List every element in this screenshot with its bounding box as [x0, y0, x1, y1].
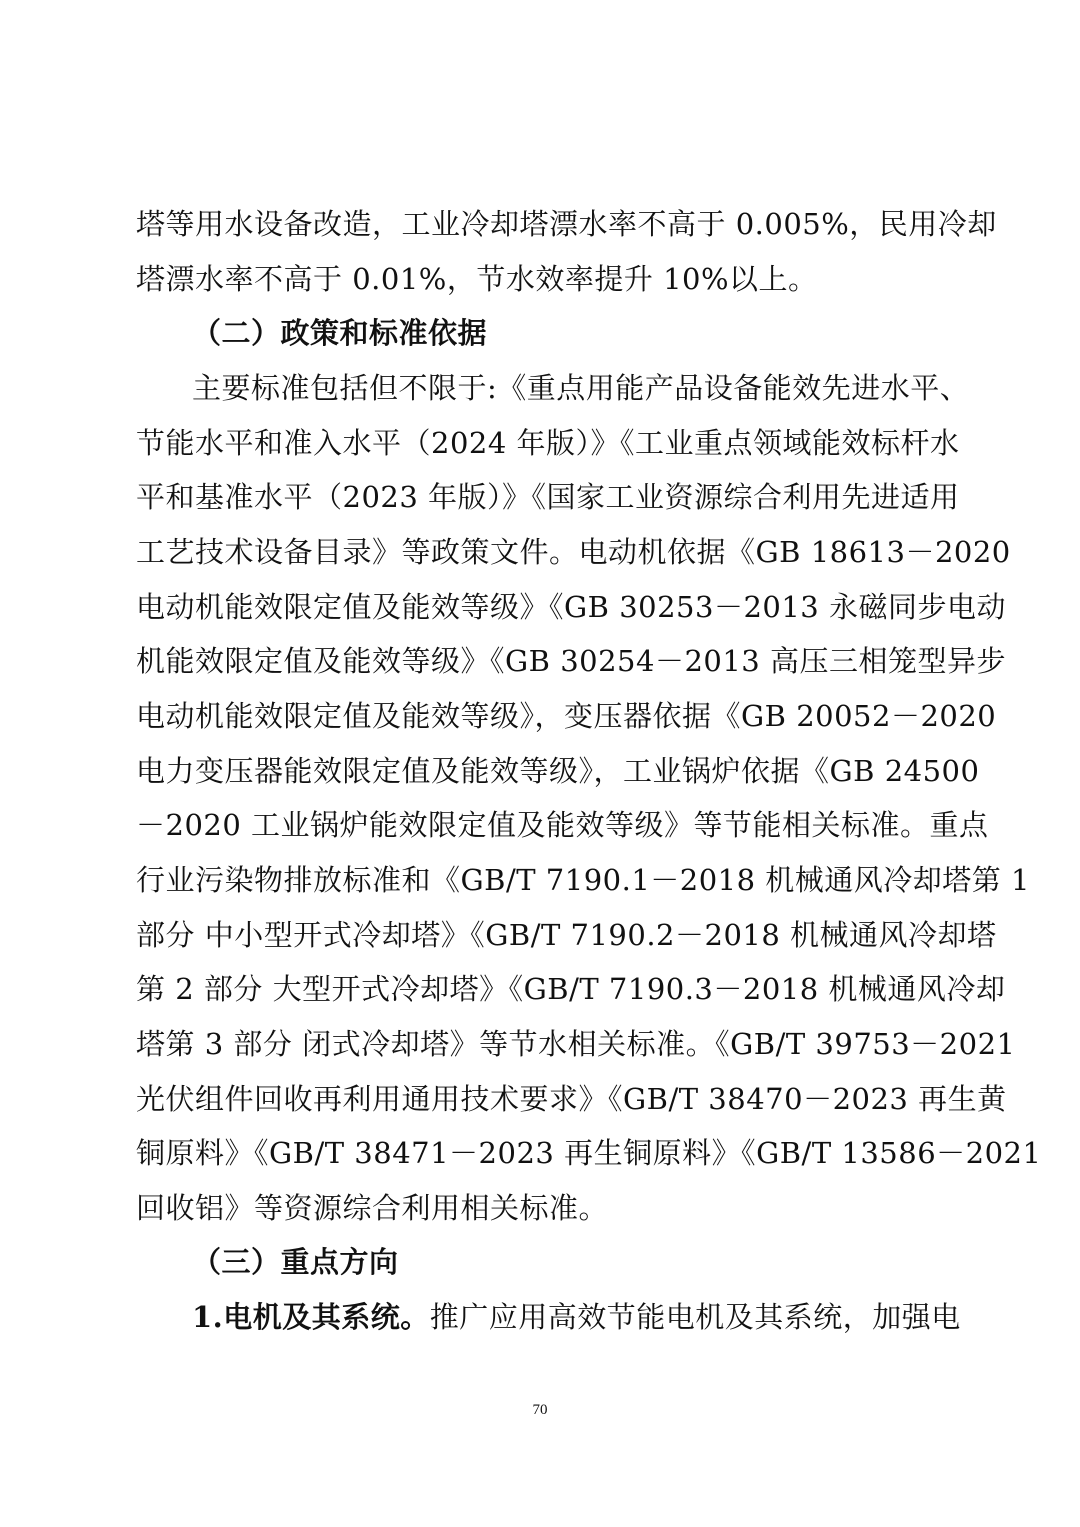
body-text-line: 节能水平和准入水平（2024 年版）》《工业重点领域能效标杆水 — [136, 426, 960, 460]
list-item-title: 1.电机及其系统。 — [192, 1300, 430, 1334]
body-text-line: 主要标准包括但不限于:《重点用能产品设备能效先进水平、 — [192, 371, 970, 405]
body-text-line: 电力变压器能效限定值及能效等级》，工业锅炉依据《GB 24500 — [136, 754, 980, 788]
body-text-line: 部分 中小型开式冷却塔》《GB/T 7190.2－2018 机械通风冷却塔 — [136, 918, 997, 952]
page-number: 70 — [532, 1402, 548, 1418]
body-text-line: 机能效限定值及能效等级》《GB 30254－2013 高压三相笼型异步 — [136, 644, 1006, 678]
body-text-line: 塔第 3 部分 闭式冷却塔》等节水相关标准。《GB/T 39753－2021 — [136, 1027, 1016, 1061]
list-item-text: 推广应用高效节能电机及其系统，加强电 — [429, 1300, 961, 1334]
body-text-line: 行业污染物排放标准和《GB/T 7190.1－2018 机械通风冷却塔第 1 — [136, 863, 1030, 897]
body-text-line: 塔漂水率不高于 0.01%，节水效率提升 10%以上。 — [136, 262, 818, 296]
body-text-line: 平和基准水平（2023 年版）》《国家工业资源综合利用先进适用 — [136, 480, 960, 514]
section-heading-policy-standards: （二）政策和标准依据 — [192, 316, 488, 350]
body-text-line: 塔等用水设备改造，工业冷却塔漂水率不高于 0.005%，民用冷却 — [136, 207, 997, 241]
body-text-line: 光伏组件回收再利用通用技术要求》《GB/T 38470－2023 再生黄 — [136, 1082, 1007, 1116]
body-text-line: 工艺技术设备目录》等政策文件。电动机依据《GB 18613－2020 — [136, 535, 1011, 569]
section-heading-key-directions: （三）重点方向 — [192, 1245, 399, 1279]
body-text-line: 回收铝》等资源综合利用相关标准。 — [136, 1191, 609, 1225]
list-item-motor-systems — [192, 1297, 961, 1337]
body-text-line: 铜原料》《GB/T 38471－2023 再生铜原料》《GB/T 13586－2021 — [136, 1136, 1042, 1170]
body-text-line: －2020 工业锅炉能效限定值及能效等级》等节能相关标准。重点 — [136, 808, 989, 842]
body-text-line: 电动机能效限定值及能效等级》，变压器依据《GB 20052－2020 — [136, 699, 997, 733]
body-text-line: 第 2 部分 大型开式冷却塔》《GB/T 7190.3－2018 机械通风冷却 — [136, 972, 1006, 1006]
body-text-line: 电动机能效限定值及能效等级》《GB 30253－2013 永磁同步电动 — [136, 590, 1006, 624]
